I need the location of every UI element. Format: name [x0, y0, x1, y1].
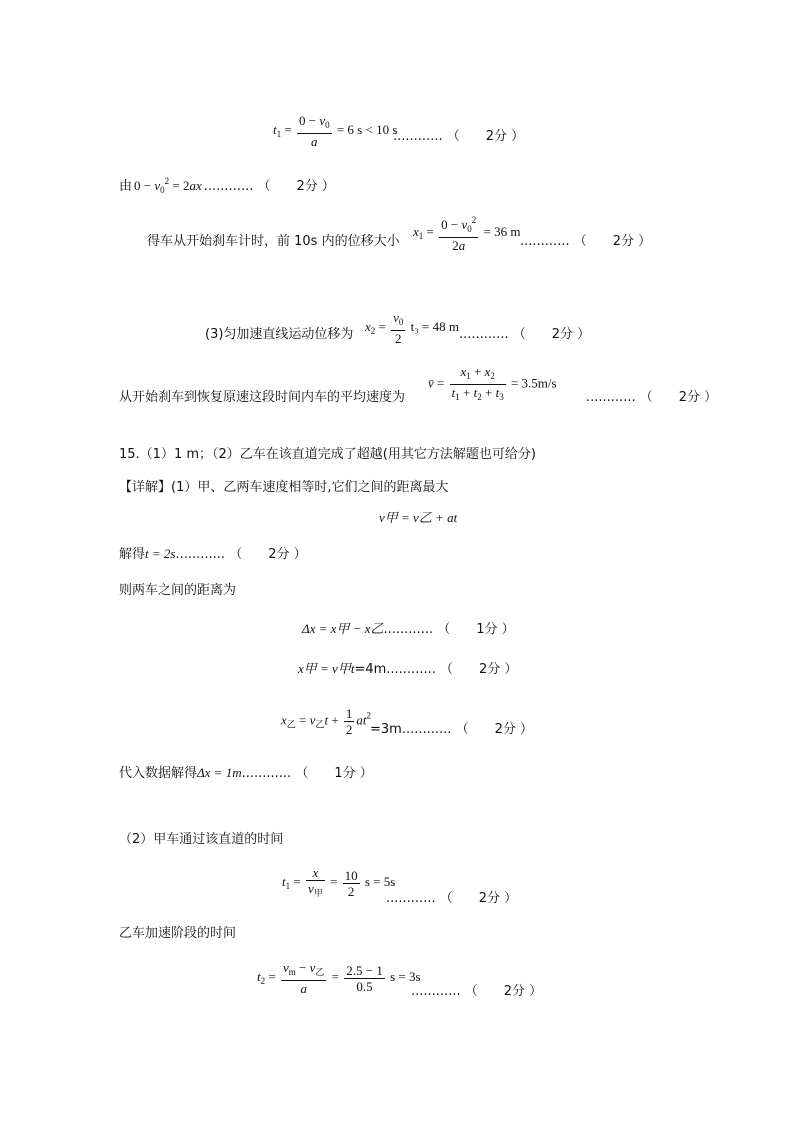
score-line-3 — [520, 233, 651, 251]
score: （ 2分 ） — [573, 234, 652, 249]
eq18-rhs: s = 3s — [390, 968, 421, 984]
score: （ 2分 ） — [455, 722, 533, 737]
eq9: t = 2s — [145, 546, 176, 561]
dots: ............ — [175, 547, 226, 562]
dots: ............ — [586, 390, 636, 405]
line-5-text: 从开始刹车到恢复原速这段时间内车的平均速度为 — [119, 390, 406, 405]
dots: ............ — [386, 891, 436, 906]
eq3-rhs: = 36 m — [483, 223, 521, 239]
eq5-rhs: = 3.5m/s — [510, 375, 557, 391]
equation-x2: $x_2$ = $\frac{v_0}{2}$ t₃ = 48 m — [365, 310, 459, 346]
score: （ 2分 ） — [229, 547, 307, 562]
line-4-text: (3)匀加速直线运动位移为 — [205, 327, 354, 342]
score-line-18 — [411, 983, 542, 1001]
eq12: x甲 = v甲t — [298, 661, 355, 676]
line-9 — [119, 545, 307, 564]
eq12-suffix: =4m — [354, 662, 387, 677]
dots: ............ — [459, 327, 509, 342]
equation-t1-jia: $t_1$ = $\frac{x}{v_甲}$ = $\frac{10}{2}$ s = 5s — [282, 865, 396, 899]
eq11: Δx = x甲 − x乙 — [302, 621, 384, 636]
score: （ 2分 ） — [439, 891, 518, 906]
line-13-tail — [370, 721, 533, 739]
equation-x1: $x_1$ = $\frac{0 - v_0^2}{2a}$ = 36 m — [413, 215, 521, 253]
score: （ 2分 ） — [639, 390, 718, 405]
score: （ 1分 ） — [295, 766, 373, 781]
score-line-5 — [586, 389, 717, 407]
score: （ 2分 ） — [440, 662, 518, 677]
line-10-text: 则两车之间的距离为 — [119, 583, 237, 598]
eq14: Δx = 1m — [197, 765, 242, 780]
line-11 — [302, 620, 515, 639]
line-14 — [119, 764, 373, 783]
eq1-rhs: = 6 s < 10 s — [336, 121, 398, 137]
dots: ............ — [411, 984, 461, 999]
equation-t2: $t_2$ = $\frac{v_m - v_乙}{a}$ = $\frac{2.5 - 1}{0.5}$ s = 3s — [257, 960, 421, 996]
dots: ............ — [520, 234, 570, 249]
score: （ 2分 ） — [446, 129, 525, 144]
score: （ 2分 ） — [257, 179, 335, 194]
line-3-text: 得车从开始刹车计时，前 10s 内的位移大小 — [147, 234, 400, 249]
line-12 — [298, 660, 517, 679]
dots: ............ — [386, 662, 436, 677]
equation-vbar: v̄ = $\frac{x_1 + x_2}{t_1 + t_2 + t_3}$ = 3.5m/s — [428, 364, 557, 402]
dots: ............ — [393, 129, 443, 144]
score: （ 1分 ） — [437, 622, 515, 637]
equation-t1: $t_1$ = $\frac{0 - v_0}{a}$ = 6 s < 10 s — [273, 113, 398, 149]
score-line-1 — [393, 128, 524, 146]
eq4-rhs: t₃ = 48 m — [410, 318, 459, 334]
dots: ............ — [241, 766, 292, 781]
score-line-4 — [459, 326, 590, 344]
answer-15: 15.（1）1 m；（2）乙车在该直道完成了超越(用其它方法解题也可给分) — [119, 447, 536, 462]
eq16-rhs: s = 5s — [364, 873, 396, 889]
prefix-you: 由 — [119, 179, 133, 194]
eq13-suffix: =3m — [370, 722, 402, 737]
score-line-16 — [386, 890, 517, 908]
equation-velocity: v甲 = v乙 + at — [379, 510, 458, 525]
line-17-text: 乙车加速阶段的时间 — [119, 926, 237, 941]
equation-x-yi: $x_乙 = v_乙t$ + $\frac{1}{2}$ $at^2$ — [281, 706, 372, 737]
detail-heading: 【详解】(1）甲、乙两车速度相等时,它们之间的距离最大 — [119, 480, 449, 495]
dots: ............ — [383, 622, 434, 637]
dots: ............ — [401, 722, 452, 737]
line-2: 由 $0 - v_0^2 = 2ax$ ............ （ 2分 ） — [119, 176, 335, 195]
score: （ 2分 ） — [464, 984, 543, 999]
line-15-text: （2）甲车通过该直道的时间 — [119, 832, 284, 847]
score: （ 2分 ） — [512, 327, 591, 342]
prefix-solve: 解得 — [119, 547, 146, 562]
dots: ............ — [203, 179, 254, 194]
prefix-substitute: 代入数据解得 — [119, 766, 198, 781]
